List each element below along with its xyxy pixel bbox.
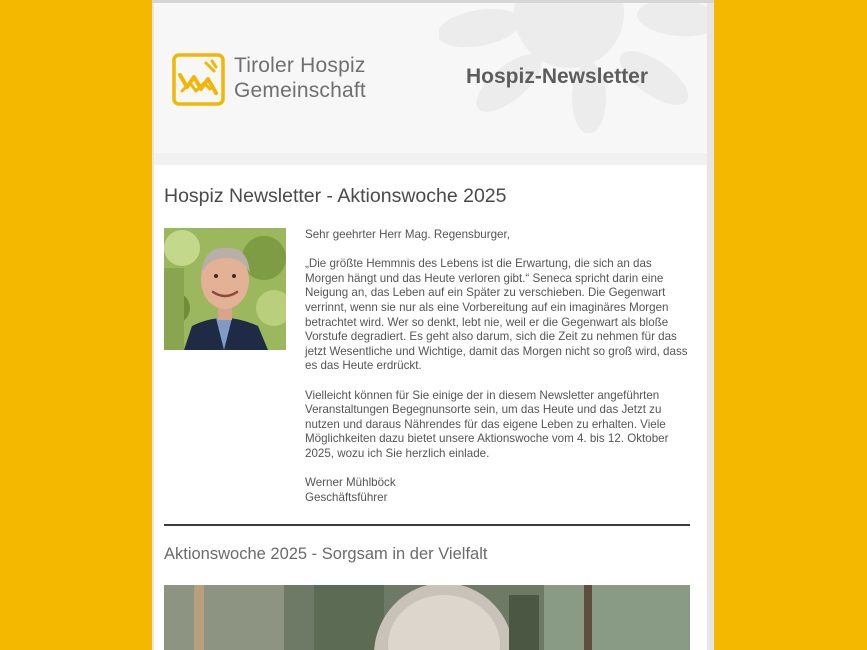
logo-text — [234, 53, 366, 103]
header-separator — [154, 153, 707, 165]
greeting: Sehr geehrter Herr Mag. Regensburger, — [305, 228, 510, 241]
logo[interactable] — [172, 53, 366, 107]
newsletter-header — [154, 3, 707, 153]
newsletter-body — [154, 3, 707, 650]
letter-paragraph-1: „Die größte Hemmnis des Lebens ist die Erwartung, die sich an das Morgen hängt und das Heute verloren gibt.“ Seneca spricht darin eine Neigung an, das Leben auf ein Später zu verschieben. Die Gegenwart verrinnt, wenn sie nur als eine Vorbereitung auf ein imaginäres Morgen betrachtet wird. Wer so denkt, lebt nie, weil er die Gegenwart als bloße Vorstufe degradiert. Es geht also darum, sich die Zeit zu nehmen für das jetzt Wesentliche und Wichtige, damit das Morgen nicht so groß wird, dass es das Heute erdrückt. — [305, 257, 688, 373]
section-divider — [164, 524, 690, 526]
email-frame — [152, 0, 714, 650]
letter-paragraph-2: Vielleicht können für Sie einige der in diesem Newsletter angeführten Veranstaltungen Begegnunsorte sein, um das Heute und das Jetzt zu nutzen und daraus Nährendes für das eigene Leben zu erhalten. Viele Möglichkeiten dazu bietet unsere Aktionswoche vom 4. bis 12. Oktober 2025, wozu ich Sie herzlich einlade. — [305, 388, 669, 460]
logo-line-2: Gemeinschaft — [234, 79, 366, 102]
letter-text — [305, 228, 690, 505]
hospiz-logo-icon — [172, 53, 225, 106]
signature-role: Geschäftsführer — [305, 490, 388, 504]
signature — [305, 476, 690, 505]
signature-name: Werner Mühlböck — [305, 476, 396, 490]
logo-line-1: Tiroler Hospiz — [234, 54, 366, 77]
newsletter-title: Hospiz-Newsletter — [466, 65, 649, 88]
author-portrait — [164, 228, 286, 350]
section-title: Aktionswoche 2025 - Sorgsam in der Vielfalt — [164, 545, 488, 563]
article-title: Hospiz Newsletter - Aktionswoche 2025 — [164, 185, 507, 207]
section-photo — [164, 585, 690, 650]
